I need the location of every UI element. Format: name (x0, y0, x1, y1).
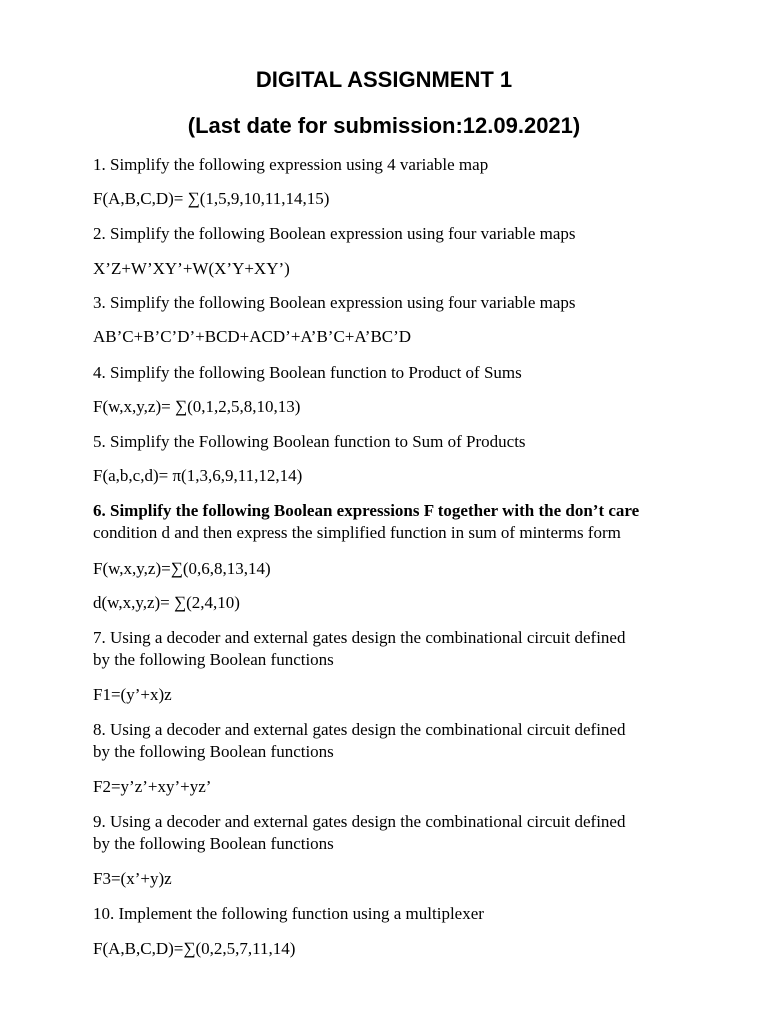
question-5-expression: F(a,b,c,d)= π(1,3,6,9,11,12,14) (93, 466, 303, 485)
question-1-text: 1. Simplify the following expression using 4 variable map (93, 155, 489, 174)
question-4-text: 4. Simplify the following Boolean function to Product of Sums (93, 363, 522, 382)
question-6-dont-care: d(w,x,y,z)= ∑(2,4,10) (93, 593, 240, 612)
question-4-expression: F(w,x,y,z)= ∑(0,1,2,5,8,10,13) (93, 397, 301, 416)
question-9-text-continued: by the following Boolean functions (93, 834, 334, 853)
question-7-expression: F1=(y’+x)z (93, 685, 172, 704)
submission-deadline: (Last date for submission:12.09.2021) (187, 113, 581, 138)
question-6-function: F(w,x,y,z)=∑(0,6,8,13,14) (93, 559, 271, 578)
question-10-expression: F(A,B,C,D)=∑(0,2,5,7,11,14) (93, 939, 296, 958)
question-3-text: 3. Simplify the following Boolean expression using four variable maps (93, 293, 576, 312)
question-8-expression: F2=y’z’+xy’+yz’ (93, 777, 212, 796)
question-8-text-continued: by the following Boolean functions (93, 742, 334, 761)
page-title: DIGITAL ASSIGNMENT 1 (255, 67, 513, 92)
question-9-expression: F3=(x’+y)z (93, 869, 172, 888)
question-9-text: 9. Using a decoder and external gates design the combinational circuit defined (93, 812, 626, 831)
question-7-text: 7. Using a decoder and external gates design the combinational circuit defined (93, 628, 626, 647)
question-6-text-continued: condition d and then express the simplified function in sum of minterms form (93, 523, 621, 542)
question-1-expression: F(A,B,C,D)= ∑(1,5,9,10,11,14,15) (93, 189, 330, 208)
question-6-text: 6. Simplify the following Boolean expressions F together with the don’t care (93, 501, 640, 520)
question-3-expression: AB’C+B’C’D’+BCD+ACD’+A’B’C+A’BC’D (93, 327, 412, 346)
question-8-text: 8. Using a decoder and external gates design the combinational circuit defined (93, 720, 626, 739)
question-7-text-continued: by the following Boolean functions (93, 650, 334, 669)
question-2-text: 2. Simplify the following Boolean expression using four variable maps (93, 224, 576, 243)
question-5-text: 5. Simplify the Following Boolean function to Sum of Products (93, 432, 526, 451)
question-2-expression: X’Z+W’XY’+W(X’Y+XY’) (93, 259, 290, 278)
question-10-text: 10. Implement the following function using a multiplexer (93, 904, 484, 923)
